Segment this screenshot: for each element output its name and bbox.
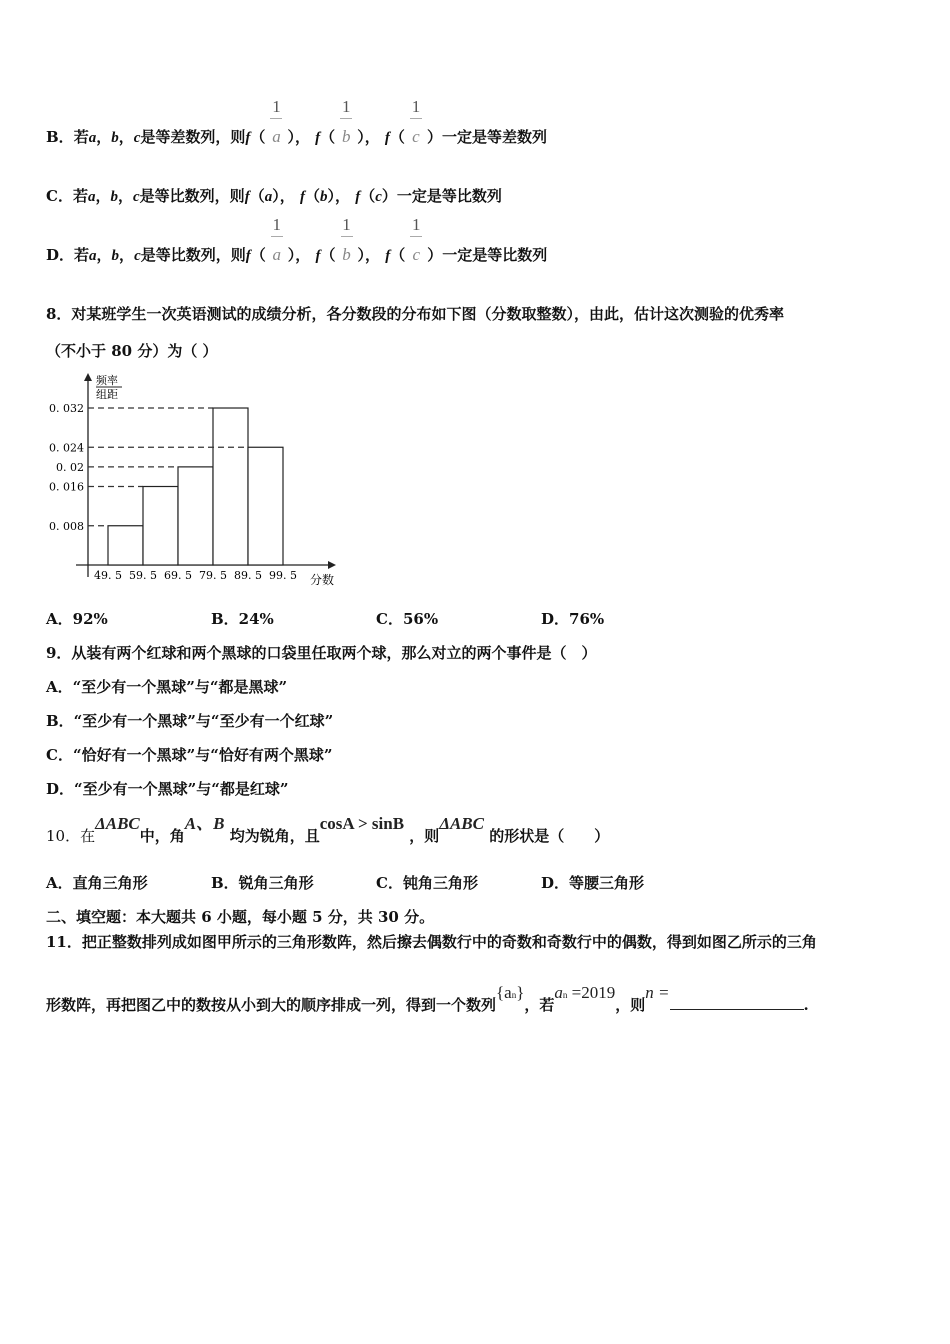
- q7-option-b: B．若a，b，c是等差数列，则f（ $\frac{1}{a}$）， f（ $\frac{1}{b}$）， f（ $\frac{1}{c}$）一定是等差数列: [46, 97, 547, 146]
- q8-option-d: D．76%: [541, 610, 605, 628]
- q8-option-a: A．92%: [46, 610, 108, 628]
- histogram-bar: [248, 447, 283, 565]
- label: C．: [46, 187, 73, 205]
- x-tick-label: 89. 5: [234, 569, 262, 582]
- denominator: a: [272, 127, 281, 146]
- x-tick-label: 49. 5: [94, 569, 122, 582]
- text: .: [803, 996, 809, 1014]
- var: a: [264, 189, 273, 205]
- q9-option-a: A．“至少有一个黑球”与“都是黑球”: [46, 678, 288, 696]
- fraction: [265, 97, 287, 147]
- math-sequence: [496, 983, 524, 1002]
- numerator: 1: [272, 97, 281, 116]
- f: f: [355, 189, 361, 205]
- text: 均为锐角，且: [229, 827, 320, 845]
- histogram-bar: [108, 526, 143, 565]
- histogram-bar: [143, 487, 178, 565]
- q8-option-c: C．56%: [376, 610, 439, 628]
- var: b: [111, 130, 119, 146]
- var: c: [133, 189, 140, 205]
- y-tick-label: 0. 008: [49, 519, 84, 533]
- numerator: 1: [342, 215, 351, 234]
- label: D．: [46, 246, 75, 264]
- f: f: [299, 189, 305, 205]
- y-axis-arrow-icon: [84, 373, 92, 381]
- subscript: n: [562, 990, 568, 1000]
- q7-option-c: C．若a，b，c是等比数列，则f（a）， f（b）， f（c）一定是等比数列: [46, 187, 502, 205]
- section-heading: 二、填空题：本大题共 6 小题，每小题 5 分，共 30 分。: [46, 908, 435, 926]
- x-tick-label: 59. 5: [129, 569, 157, 582]
- var: c: [375, 189, 382, 205]
- numerator: 1: [341, 97, 351, 116]
- math: =2019: [567, 983, 616, 1002]
- y-tick-label: 0. 016: [49, 480, 84, 494]
- fraction: [405, 215, 427, 265]
- math-triangle: ΔABC: [95, 814, 140, 833]
- q10-option-c: C．钝角三角形: [376, 874, 478, 892]
- math: {a: [496, 983, 512, 1002]
- histogram-bar: [213, 408, 248, 565]
- x-axis-arrow-icon: [328, 561, 336, 569]
- numerator: 1: [272, 215, 282, 234]
- y-label-bottom: 组距: [96, 388, 118, 401]
- x-axis-label: 分数: [310, 573, 335, 587]
- histogram-figure: [40, 365, 360, 595]
- var: a: [88, 130, 97, 146]
- text: 是等比数列，则: [139, 187, 245, 205]
- q7-option-d: D．若a，b，c是等比数列，则f（ $\frac{1}{a}$）， f（ $\frac{1}{b}$）， f（ $\frac{1}{c}$）一定是等比数列: [46, 215, 548, 264]
- x-tick-label: 99. 5: [269, 569, 297, 582]
- q8-option-b: B．24%: [211, 610, 274, 628]
- math: a: [554, 983, 563, 1002]
- y-tick-label: 0. 024: [49, 441, 84, 455]
- q9-option-d: D．“至少有一个黑球”与“都是红球”: [46, 780, 289, 798]
- denominator: c: [412, 245, 421, 264]
- subscript: n: [511, 990, 517, 1000]
- text: 是等差数列，则: [140, 128, 246, 146]
- text: 形数阵，再把图乙中的数按从小到大的顺序排成一列，得到一个数列: [46, 996, 497, 1014]
- y-tick-label: 0. 032: [49, 402, 84, 416]
- text: 若: [72, 187, 88, 205]
- fraction: [266, 215, 288, 265]
- denominator: a: [272, 245, 282, 264]
- q10-option-b: B．锐角三角形: [211, 874, 314, 892]
- var: a: [89, 248, 97, 264]
- math-n: n =: [645, 983, 670, 1002]
- math-triangle: ΔABC: [439, 814, 484, 833]
- text: 中，角: [139, 827, 185, 845]
- math: }: [516, 983, 525, 1002]
- y-label-top: 频率: [96, 374, 118, 387]
- math-inequality: cosA > sinB: [319, 814, 405, 833]
- f: f: [245, 130, 251, 146]
- math-angles: A、B: [184, 814, 225, 833]
- q11-stem-line1: 11．把正整数排列成如图甲所示的三角形数阵，然后擦去偶数行中的奇数和奇数行中的偶数，得到如图乙所示的三角: [46, 933, 817, 951]
- text: 一定是等差数列: [441, 128, 547, 146]
- var: a: [87, 189, 96, 205]
- f: f: [245, 248, 251, 264]
- q9-option-c: C．“恰好有一个黑球”与“恰好有两个黑球”: [46, 746, 333, 764]
- text: 是等比数列，则: [140, 246, 246, 264]
- q10-option-d: D．等腰三角形: [541, 874, 645, 892]
- text: ，若: [524, 996, 555, 1014]
- histogram-bar: [178, 467, 213, 565]
- var: b: [111, 248, 120, 264]
- fraction: [405, 97, 427, 147]
- q9-stem: 9．从装有两个红球和两个黑球的口袋里任取两个球，那么对立的两个事件是（ ）: [46, 644, 597, 662]
- text: 10．在: [46, 827, 96, 845]
- y-tick-label: 0. 02: [56, 460, 84, 474]
- denominator: c: [412, 127, 420, 146]
- q10-stem: [46, 814, 610, 846]
- denominator: b: [342, 245, 351, 264]
- fraction: [336, 215, 358, 265]
- f: f: [384, 130, 390, 146]
- text: ，则: [615, 996, 646, 1014]
- math-equation: [554, 983, 615, 1002]
- var: c: [133, 130, 141, 146]
- numerator: 1: [411, 97, 421, 116]
- f: f: [315, 248, 321, 264]
- q9-option-b: B．“至少有一个黑球”与“至少有一个红球”: [46, 712, 334, 730]
- f: f: [315, 130, 321, 146]
- var: b: [319, 189, 328, 205]
- q11-stem-line2: [46, 983, 809, 1017]
- x-tick-label: 69. 5: [164, 569, 192, 582]
- text: 的形状是（ ）: [489, 827, 610, 845]
- answer-blank[interactable]: [670, 1009, 804, 1010]
- fraction: [335, 97, 357, 147]
- f: f: [385, 248, 391, 264]
- text: 若: [73, 128, 89, 146]
- label: B．: [46, 128, 74, 146]
- text: 一定是等比数列: [442, 246, 548, 264]
- f: f: [244, 189, 250, 205]
- text: 一定是等比数列: [396, 187, 502, 205]
- x-tick-label: 79. 5: [199, 569, 227, 582]
- denominator: b: [341, 127, 351, 146]
- q8-stem-line2: （不小于 80 分）为（ ）: [46, 342, 218, 360]
- q8-stem-line1: 8．对某班学生一次英语测试的成绩分析，各分数段的分布如下图（分数取整数），由此，估计这次测验的优秀率: [46, 305, 784, 323]
- var: c: [134, 248, 141, 264]
- var: b: [110, 189, 118, 205]
- q10-option-a: A．直角三角形: [46, 874, 148, 892]
- numerator: 1: [412, 215, 421, 234]
- text: ，则: [409, 827, 440, 845]
- text: 若: [74, 246, 90, 264]
